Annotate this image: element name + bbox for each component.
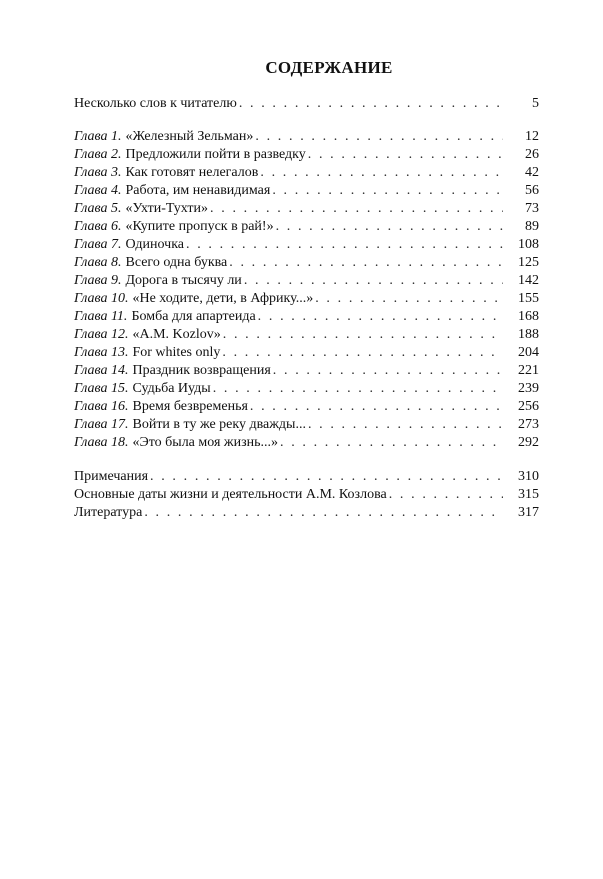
page-number: 73 xyxy=(525,201,539,216)
entry-title: Дорога в тысячу ли xyxy=(125,273,242,288)
chapter-entry xyxy=(74,128,539,146)
toc-entry xyxy=(74,95,539,113)
dot-leader xyxy=(258,308,503,326)
page-number: 12 xyxy=(525,129,539,144)
page-number: 273 xyxy=(518,417,539,432)
dot-leader xyxy=(308,146,503,164)
entry-title: For whites only xyxy=(132,345,221,360)
chapter-label: Глава 8. xyxy=(74,255,122,270)
chapter-label: Глава 7. xyxy=(74,237,122,252)
page-number: 239 xyxy=(518,381,539,396)
page-number: 125 xyxy=(518,255,539,270)
page-number: 317 xyxy=(518,505,539,520)
entry-title: Работа, им ненавидимая xyxy=(125,183,271,198)
chapter-entry xyxy=(74,182,539,200)
chapter-label: Глава 3. xyxy=(74,165,122,180)
page-number: 168 xyxy=(518,309,539,324)
dot-leader xyxy=(213,380,503,398)
page-number: 256 xyxy=(518,399,539,414)
page-number: 108 xyxy=(518,237,539,252)
entry-title: Литература xyxy=(74,505,143,520)
entry-title: Как готовят нелегалов xyxy=(125,165,259,180)
dot-leader xyxy=(272,182,503,200)
dot-leader xyxy=(229,254,503,272)
entry-title: Время безвременья xyxy=(132,399,248,414)
chapter-entry xyxy=(74,416,539,434)
toc-entry xyxy=(74,468,539,486)
dot-leader xyxy=(255,128,503,146)
chapter-entry xyxy=(74,308,539,326)
dot-leader xyxy=(276,218,503,236)
chapter-label: Глава 15. xyxy=(74,381,129,396)
page-number: 5 xyxy=(532,96,539,111)
chapter-entry xyxy=(74,254,539,272)
chapter-label: Глава 10. xyxy=(74,291,129,306)
chapter-label: Глава 5. xyxy=(74,201,122,216)
entry-title: «Ухти-Тухти» xyxy=(125,201,209,216)
dot-leader xyxy=(315,290,503,308)
page-number: 310 xyxy=(518,469,539,484)
chapter-label: Глава 2. xyxy=(74,147,122,162)
entry-title: «A.M. Kozlov» xyxy=(132,327,221,342)
chapter-label: Глава 17. xyxy=(74,417,129,432)
page-number: 42 xyxy=(525,165,539,180)
dot-leader xyxy=(273,362,503,380)
chapter-entry xyxy=(74,434,539,452)
toc-entry xyxy=(74,486,539,504)
table-of-contents xyxy=(74,56,539,522)
chapter-label: Глава 13. xyxy=(74,345,129,360)
chapter-entry xyxy=(74,326,539,344)
dot-leader xyxy=(150,468,503,486)
chapter-entry xyxy=(74,380,539,398)
entry-title: Всего одна буква xyxy=(125,255,228,270)
entry-title: Основные даты жизни и деятельности А.М. Козлова xyxy=(74,487,387,502)
chapter-entry xyxy=(74,200,539,218)
chapter-entry xyxy=(74,236,539,254)
entry-title: Примечания xyxy=(74,469,149,484)
chapter-label: Глава 9. xyxy=(74,273,122,288)
page-number: 188 xyxy=(518,327,539,342)
chapter-entry xyxy=(74,218,539,236)
page-number: 221 xyxy=(518,363,539,378)
chapter-entry xyxy=(74,344,539,362)
entry-title: «Не ходите, дети, в Африку...» xyxy=(132,291,314,306)
chapter-label: Глава 11. xyxy=(74,309,128,324)
dot-leader xyxy=(239,95,503,113)
page-number: 56 xyxy=(525,183,539,198)
page-title: СОДЕРЖАНИЕ xyxy=(265,58,393,77)
chapter-label: Глава 4. xyxy=(74,183,122,198)
entry-title: «Это была моя жизнь...» xyxy=(132,435,278,450)
toc-entry xyxy=(74,504,539,522)
dot-leader xyxy=(244,272,503,290)
dot-leader xyxy=(389,486,503,504)
entry-title: Праздник возвращения xyxy=(132,363,271,378)
entry-title: Войти в ту же реку дважды... xyxy=(132,417,306,432)
dot-leader xyxy=(222,344,503,362)
entry-title: Судьба Иуды xyxy=(132,381,211,396)
chapter-label: Глава 16. xyxy=(74,399,129,414)
appendix-list xyxy=(74,468,539,522)
page-number: 155 xyxy=(518,291,539,306)
chapter-entry xyxy=(74,272,539,290)
chapter-label: Глава 6. xyxy=(74,219,122,234)
dot-leader xyxy=(280,434,503,452)
chapter-label: Глава 1. xyxy=(74,129,122,144)
entry-title: Предложили пойти в разведку xyxy=(125,147,306,162)
dot-leader xyxy=(210,200,503,218)
dot-leader xyxy=(144,504,503,522)
page-number: 142 xyxy=(518,273,539,288)
dot-leader xyxy=(223,326,503,344)
dot-leader xyxy=(186,236,503,254)
chapter-entry xyxy=(74,398,539,416)
dot-leader xyxy=(260,164,503,182)
intro-list xyxy=(74,95,539,113)
chapter-label: Глава 14. xyxy=(74,363,129,378)
page-number: 315 xyxy=(518,487,539,502)
chapter-entry xyxy=(74,362,539,380)
page-number: 292 xyxy=(518,435,539,450)
entry-title: Бомба для апартеида xyxy=(131,309,256,324)
dot-leader xyxy=(250,398,503,416)
chapter-entry xyxy=(74,146,539,164)
chapter-label: Глава 12. xyxy=(74,327,129,342)
page-number: 26 xyxy=(525,147,539,162)
chapter-label: Глава 18. xyxy=(74,435,129,450)
chapter-entry xyxy=(74,290,539,308)
entry-title: «Купите пропуск в рай!» xyxy=(125,219,274,234)
page-number: 89 xyxy=(525,219,539,234)
entry-title: Одиночка xyxy=(125,237,184,252)
entry-title: Несколько слов к читателю xyxy=(74,96,237,111)
page-number: 204 xyxy=(518,345,539,360)
chapter-list xyxy=(74,128,539,452)
dot-leader xyxy=(308,416,503,434)
chapter-entry xyxy=(74,164,539,182)
entry-title: «Железный Зельман» xyxy=(125,129,254,144)
